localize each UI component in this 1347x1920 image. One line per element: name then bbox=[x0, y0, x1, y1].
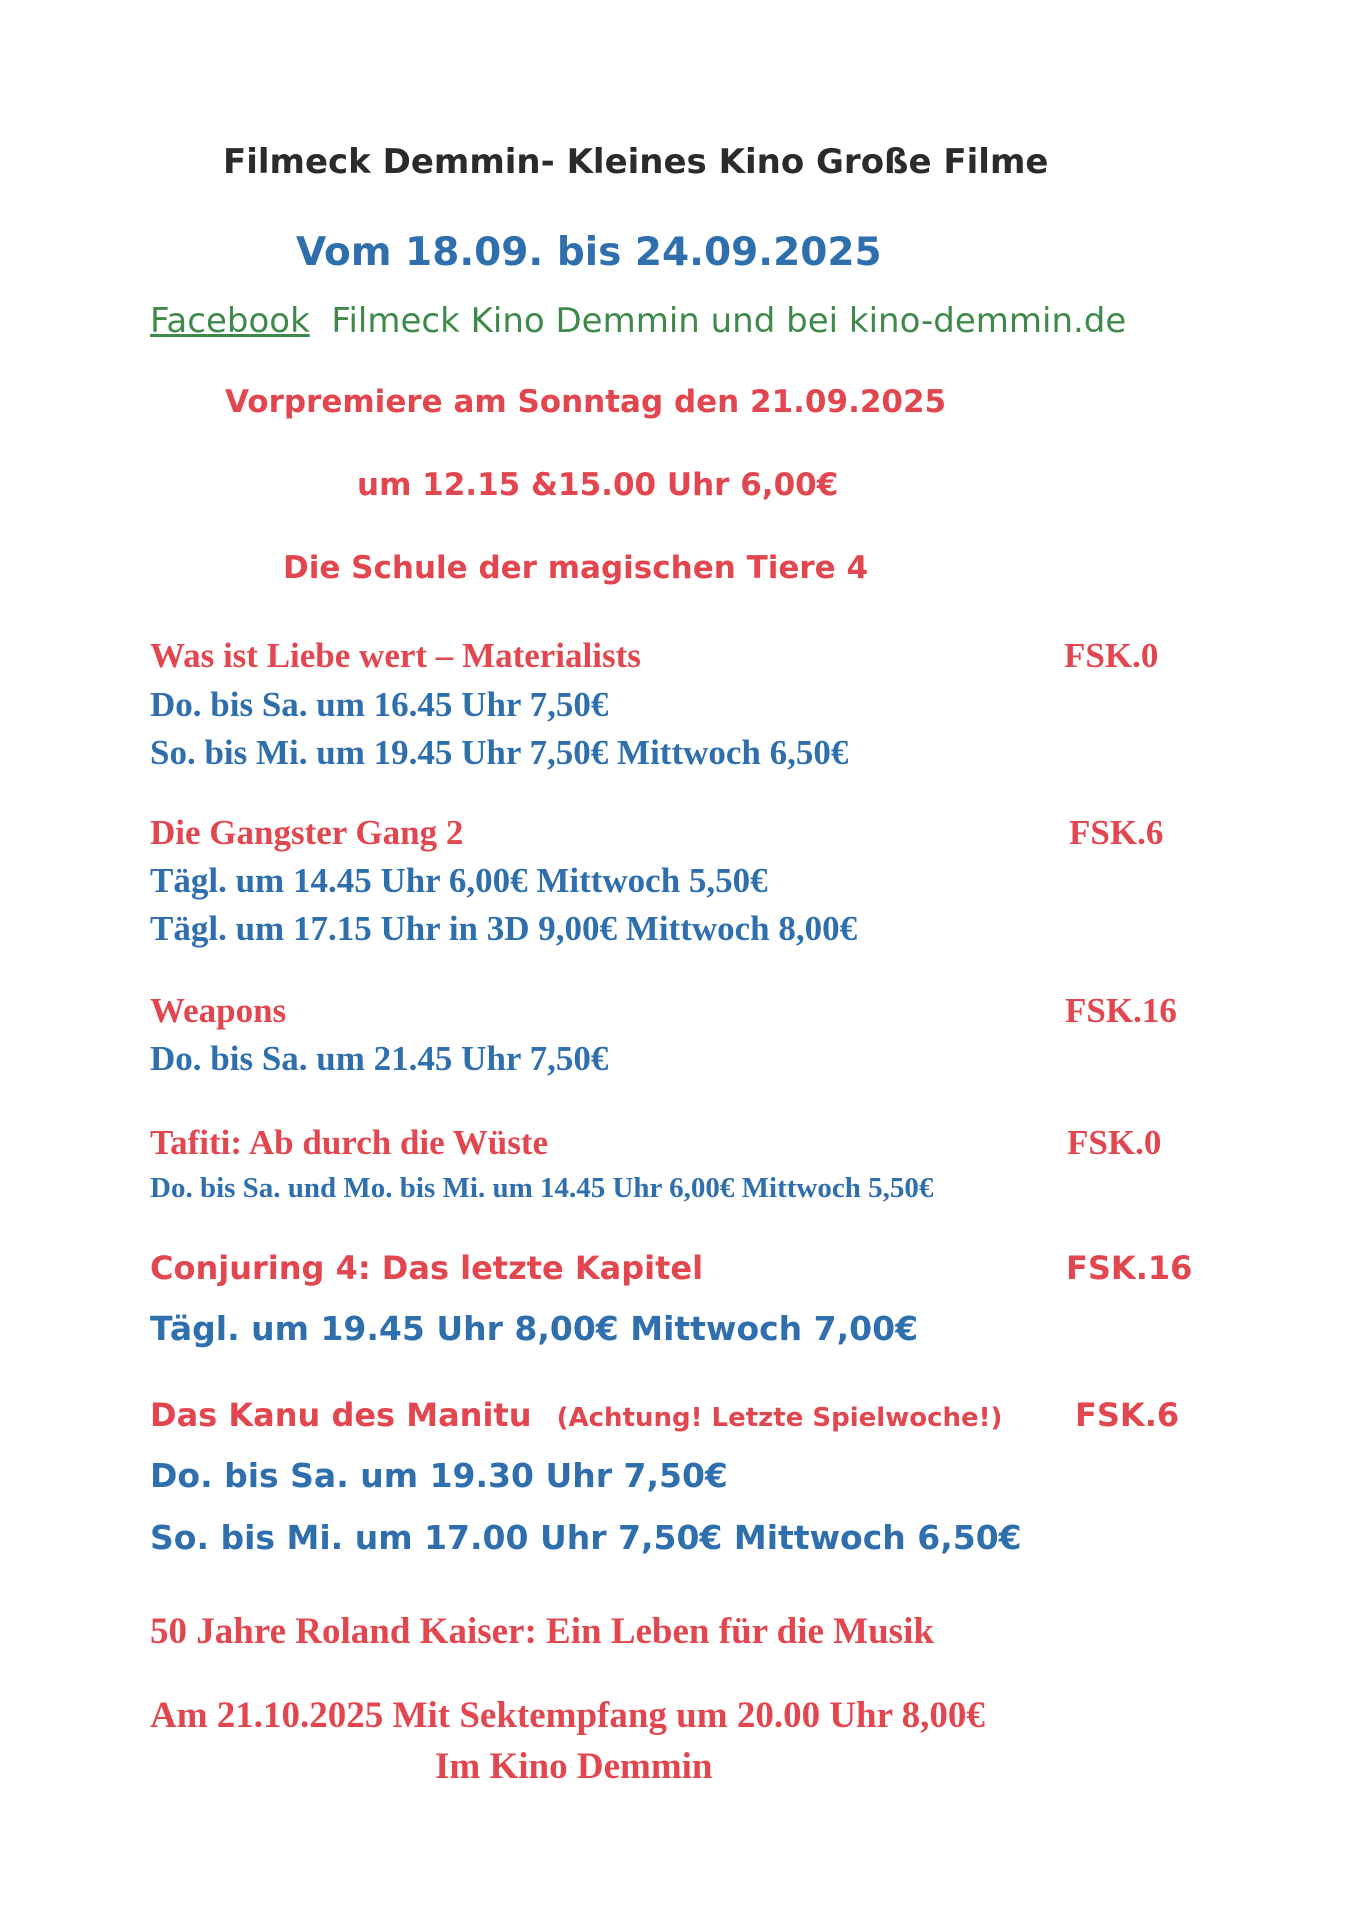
film-title: Tafiti: Ab durch die Wüste bbox=[150, 1123, 549, 1162]
preview-film-title: Die Schule der magischen Tiere 4 bbox=[283, 550, 869, 586]
special-event-title: 50 Jahre Roland Kaiser: Ein Leben für die Musik bbox=[150, 1611, 934, 1652]
preview-date: Vorpremiere am Sonntag den 21.09.2025 bbox=[225, 384, 947, 420]
film-title: Weapons bbox=[150, 991, 287, 1030]
film-title: Was ist Liebe wert – Materialists bbox=[150, 636, 641, 675]
fsk-rating: FSK.16 bbox=[1066, 1249, 1193, 1287]
showtime: Do. bis Sa. um 19.30 Uhr 7,50€ bbox=[150, 1456, 728, 1495]
facebook-line bbox=[150, 301, 1126, 341]
showtime: So. bis Mi. um 19.45 Uhr 7,50€ Mittwoch 6,50€ bbox=[150, 733, 849, 772]
showtime: Do. bis Sa. und Mo. bis Mi. um 14.45 Uhr 6,00€ Mittwoch 5,50€ bbox=[150, 1172, 934, 1204]
special-event-location: Im Kino Demmin bbox=[435, 1746, 713, 1787]
preview-times: um 12.15 &15.00 Uhr 6,00€ bbox=[357, 467, 839, 503]
fsk-rating: FSK.0 bbox=[1064, 636, 1159, 675]
fsk-rating: FSK.6 bbox=[1069, 813, 1164, 852]
page-title: Filmeck Demmin- Kleines Kino Große Filme bbox=[223, 142, 1049, 182]
showtime: So. bis Mi. um 17.00 Uhr 7,50€ Mittwoch 6,50€ bbox=[150, 1518, 1022, 1557]
facebook-text: Filmeck Kino Demmin und bei kino-demmin.de bbox=[331, 301, 1127, 341]
film-title bbox=[150, 1396, 1002, 1434]
film-title: Conjuring 4: Das letzte Kapitel bbox=[150, 1249, 704, 1287]
fsk-rating: FSK.16 bbox=[1065, 991, 1177, 1030]
showtime: Tägl. um 19.45 Uhr 8,00€ Mittwoch 7,00€ bbox=[150, 1309, 919, 1348]
showtime: Do. bis Sa. um 21.45 Uhr 7,50€ bbox=[150, 1039, 609, 1078]
film-title-text: Das Kanu des Manitu bbox=[150, 1396, 532, 1434]
facebook-link[interactable]: Facebook bbox=[150, 301, 310, 341]
showtime: Do. bis Sa. um 16.45 Uhr 7,50€ bbox=[150, 685, 609, 724]
showtime: Tägl. um 14.45 Uhr 6,00€ Mittwoch 5,50€ bbox=[150, 861, 768, 900]
fsk-rating: FSK.6 bbox=[1075, 1396, 1180, 1434]
film-title: Die Gangster Gang 2 bbox=[150, 813, 464, 852]
special-event-details: Am 21.10.2025 Mit Sektempfang um 20.00 Uhr 8,00€ bbox=[150, 1695, 985, 1736]
showtime: Tägl. um 17.15 Uhr in 3D 9,00€ Mittwoch 8,00€ bbox=[150, 909, 858, 948]
fsk-rating: FSK.0 bbox=[1067, 1123, 1162, 1162]
film-note: (Achtung! Letzte Spielwoche!) bbox=[556, 1403, 1003, 1433]
date-range: Vom 18.09. bis 24.09.2025 bbox=[296, 230, 882, 275]
